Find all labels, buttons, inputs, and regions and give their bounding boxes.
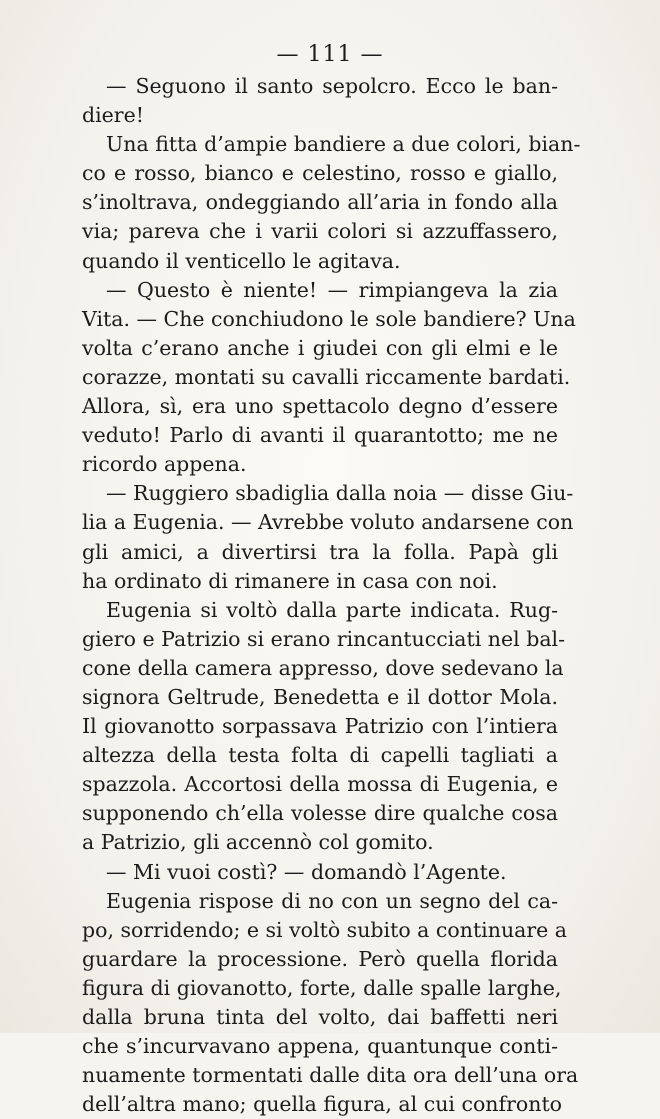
text-line: spazzola. Accortosi della mossa di Eugenia, e [82, 772, 558, 797]
text-line: Una fitta d’ampie bandiere a due colori, bian- [106, 132, 581, 157]
text-line: — Ruggiero sbadiglia dalla noia — disse Giu- [106, 481, 574, 506]
text-line: Allora, sì, era uno spettacolo degno d’essere [82, 394, 558, 419]
text-line: po, sorridendo; e si voltò subito a continuare a [82, 917, 568, 942]
text-line: — Questo è niente! — rimpiangeva la zia [106, 277, 558, 302]
text-line: che s’incurvavano appena, quantunque conti- [82, 1034, 558, 1059]
text-line: a Patrizio, gli accennò col gomito. [82, 830, 434, 855]
text-line: altezza della testa folta di capelli tagliati a [82, 743, 558, 768]
text-line: dell’altra mano; quella figura, al cui confronto [82, 1092, 563, 1117]
text-line: via; pareva che i varii colori si azzuffassero, [82, 219, 558, 244]
text-line: dalla bruna tinta del volto, dai baffetti neri [82, 1005, 558, 1029]
text-line: signora Geltrude, Benedetta e il dottor Mola. [82, 684, 558, 709]
page-number: — 111 — [276, 42, 384, 67]
text-line: guardare la processione. Però quella florida [82, 946, 558, 971]
text-line: — Mi vuoi costì? — domandò l’Agente. [106, 859, 507, 884]
text-line: lia a Eugenia. — Avrebbe voluto andarsene con [82, 510, 574, 535]
text-line: veduto! Parlo di avanti il quarantotto; me ne [82, 423, 558, 448]
text-line: Eugenia si voltò dalla parte indicata. Rug- [106, 597, 558, 622]
text-line: s’inoltrava, ondeggiando all’aria in fondo alla [82, 190, 558, 215]
text-line: co e rosso, bianco e celestino, rosso e giallo, [82, 161, 558, 186]
text-line: nuamente tormentati dalle dita ora dell’una ora [82, 1063, 579, 1088]
text-line: diere! [82, 103, 144, 128]
text-line: gli amici, a divertirsi tra la folla. Papà gli [82, 539, 558, 564]
text-line: giero e Patrizio si erano rincantucciati nel bal- [82, 626, 566, 651]
text-line: Vita. — Che conchiudono le sole bandiere? Una [82, 306, 576, 331]
text-line: figura di giovanotto, forte, dalle spalle larghe, [82, 975, 562, 1000]
text-line: supponendo ch’ella volesse dire qualche cosa [82, 801, 558, 826]
text-line: — Seguono il santo sepolcro. Ecco le ban- [106, 74, 558, 98]
text-line: volta c’erano anche i giudei con gli elmi e le [82, 335, 558, 360]
text-line: Il giovanotto sorpassava Patrizio con l’intiera [82, 714, 558, 739]
body-text [82, 72, 581, 1119]
text-line: Eugenia rispose di no con un segno del ca- [106, 888, 558, 913]
text-line: corazze, montati su cavalli riccamente bardati. [82, 364, 571, 389]
text-line: ha ordinato di rimanere in casa con noi. [82, 568, 498, 593]
text-line: cone della camera appresso, dove sedevano la [82, 655, 564, 680]
text-line: ricordo appena. [82, 452, 247, 477]
text-line: quando il venticello le agitava. [82, 248, 401, 273]
